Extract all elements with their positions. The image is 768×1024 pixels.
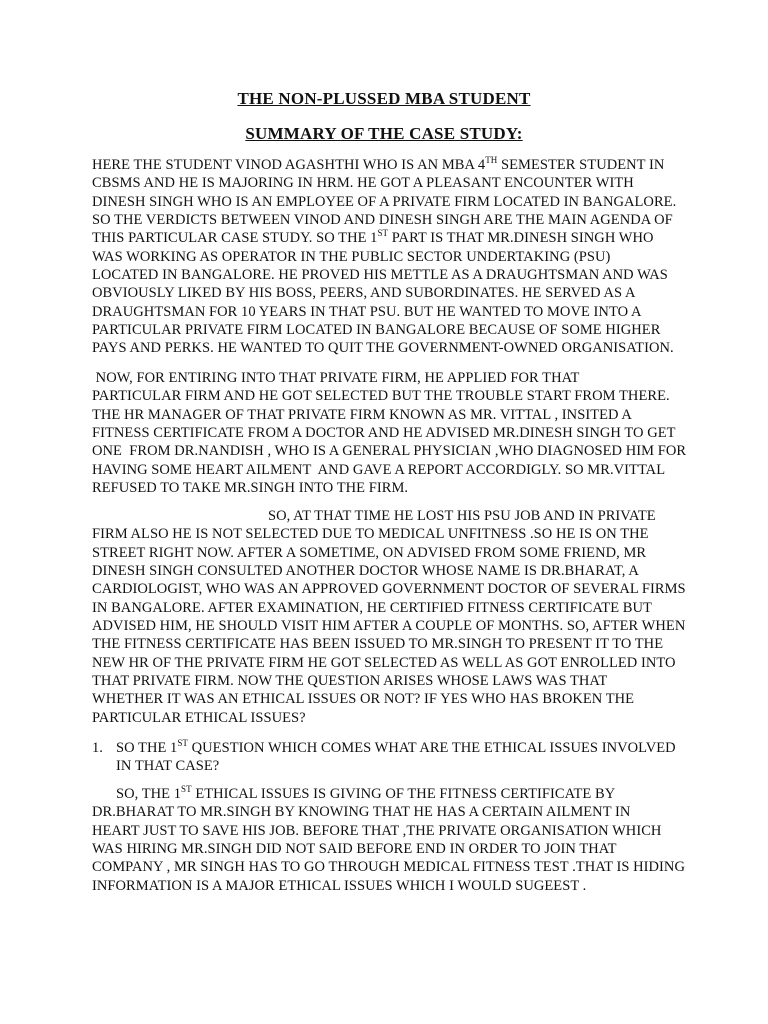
text-line: INFORMATION IS A MAJOR ETHICAL ISSUES WHICH I WOULD SUGEEST . bbox=[92, 877, 587, 894]
text-line: ADVISED HIM, HE SHOULD VISIT HIM AFTER A COUPLE OF MONTHS. SO, AFTER WHEN bbox=[92, 618, 686, 635]
text-line: DRAUGHTSMAN FOR 10 YEARS IN THAT PSU. BUT HE WANTED TO MOVE INTO A bbox=[92, 303, 642, 320]
paragraph-intro bbox=[92, 156, 682, 358]
superscript: ST bbox=[177, 738, 188, 748]
text-line: THE HR MANAGER OF THAT PRIVATE FIRM KNOWN AS MR. VITTAL , INSITED A bbox=[92, 406, 632, 423]
text-line: DINESH SINGH CONSULTED ANOTHER DOCTOR WHOSE NAME IS DR.BHARAT, A bbox=[92, 563, 639, 580]
text-run: HERE THE STUDENT VINOD AGASHTHI WHO IS AN MBA 4 bbox=[92, 157, 486, 173]
text-line: PARTICULAR ETHICAL ISSUES? bbox=[92, 709, 306, 726]
text-line: LOCATED IN BANGALORE. HE PROVED HIS METTLE AS A DRAUGHTSMAN AND WAS bbox=[92, 267, 668, 284]
text-line: SO, AT THAT TIME HE LOST HIS PSU JOB AND IN PRIVATE bbox=[268, 508, 656, 524]
list-number: 1. bbox=[92, 740, 103, 756]
text-line: DR.BHARAT TO MR.SINGH BY KNOWING THAT HE HAS A CERTAIN AILMENT IN bbox=[92, 804, 631, 821]
text-line: WAS WORKING AS OPERATOR IN THE PUBLIC SECTOR UNDERTAKING (PSU) bbox=[92, 248, 611, 265]
text-line: REFUSED TO TAKE MR.SINGH INTO THE FIRM. bbox=[92, 480, 409, 497]
text-run: PART IS THAT MR.DINESH SINGH WHO bbox=[388, 230, 654, 247]
superscript: ST bbox=[377, 228, 389, 239]
text-line: ONE FROM DR.NANDISH , WHO IS A GENERAL PHYSICIAN ,WHO DIAGNOSED HIM FOR bbox=[92, 443, 687, 460]
text-line: NEW HR OF THE PRIVATE FIRM HE GOT SELECTED AS WELL AS GOT ENROLLED INTO bbox=[92, 654, 676, 671]
text-line bbox=[92, 156, 682, 174]
text-line: SO THE VERDICTS BETWEEN VINOD AND DINESH SINGH ARE THE MAIN AGENDA OF bbox=[92, 212, 673, 229]
text-line: CARDIOLOGIST, WHO WAS AN APPROVED GOVERNMENT DOCTOR OF SEVERAL FIRMS bbox=[92, 581, 686, 598]
text-line bbox=[92, 229, 682, 247]
text-run: QUESTION WHICH COMES WHAT ARE THE ETHICAL ISSUES INVOLVED bbox=[187, 740, 676, 756]
text-line: THAT PRIVATE FIRM. NOW THE QUESTION ARISES WHOSE LAWS WAS THAT bbox=[92, 673, 608, 690]
text-line: WAS HIRING MR.SINGH DID NOT SAID BEFORE END IN ORDER TO JOIN THAT bbox=[92, 841, 617, 858]
numbered-list-item bbox=[92, 739, 682, 776]
paragraph-firm-entry bbox=[92, 369, 687, 497]
text-line: STREET RIGHT NOW. AFTER A SOMETIME, ON ADVISED FROM SOME FRIEND, MR bbox=[92, 544, 647, 561]
superscript: ST bbox=[181, 784, 192, 794]
document-subtitle: SUMMARY OF THE CASE STUDY: bbox=[245, 124, 523, 143]
text-line: HEART JUST TO SAVE HIS JOB. BEFORE THAT ,THE PRIVATE ORGANISATION WHICH bbox=[92, 822, 662, 839]
text-run: ETHICAL ISSUES IS GIVING OF THE FITNESS CERTIFICATE BY bbox=[191, 786, 616, 802]
text-line bbox=[92, 785, 682, 803]
text-line: WHETHER IT WAS AN ETHICAL ISSUES OR NOT? IF YES WHO HAS BROKEN THE bbox=[92, 691, 635, 708]
text-line: COMPANY , MR SINGH HAS TO GO THROUGH MEDICAL FITNESS TEST .THAT IS HIDING bbox=[92, 859, 685, 876]
text-run: SO, THE 1 bbox=[116, 786, 182, 802]
text-line: FIRM ALSO HE IS NOT SELECTED DUE TO MEDICAL UNFITNESS .SO HE IS ON THE bbox=[92, 526, 649, 543]
text-run: SO THE 1 bbox=[116, 740, 178, 756]
superscript: TH bbox=[485, 155, 498, 165]
text-line: THE FITNESS CERTIFICATE HAS BEEN ISSUED TO MR.SINGH TO PRESENT IT TO THE bbox=[92, 636, 664, 653]
text-run: THIS PARTICULAR CASE STUDY. SO THE 1 bbox=[92, 230, 378, 247]
text-line: DINESH SINGH WHO IS AN EMPLOYEE OF A PRIVATE FIRM LOCATED IN BANGALORE. bbox=[92, 193, 677, 210]
paragraph-lost-job bbox=[92, 507, 686, 727]
text-line bbox=[92, 739, 682, 757]
text-line: PARTICULAR PRIVATE FIRM LOCATED IN BANGALORE BECAUSE OF SOME HIGHER bbox=[92, 322, 661, 339]
text-line: HAVING SOME HEART AILMENT AND GAVE A REPORT ACCORDIGLY. SO MR.VITTAL bbox=[92, 461, 666, 478]
text-line: CBSMS AND HE IS MAJORING IN HRM. HE GOT A PLEASANT ENCOUNTER WITH bbox=[92, 175, 634, 192]
text-line: PAYS AND PERKS. HE WANTED TO QUIT THE GOVERNMENT-OWNED ORGANISATION. bbox=[92, 340, 674, 357]
paragraph-ethical-issue bbox=[92, 784, 685, 895]
text-line: PARTICULAR FIRM AND HE GOT SELECTED BUT THE TROUBLE START FROM THERE. bbox=[92, 388, 670, 405]
text-line: FITNESS CERTIFICATE FROM A DOCTOR AND HE ADVISED MR.DINESH SINGH TO GET bbox=[92, 425, 676, 442]
document-title: THE NON-PLUSSED MBA STUDENT bbox=[237, 89, 531, 108]
text-line: OBVIOUSLY LIKED BY HIS BOSS, PEERS, AND SUBORDINATES. HE SERVED AS A bbox=[92, 285, 636, 302]
text-run: SEMESTER STUDENT IN bbox=[497, 157, 665, 173]
text-line: NOW, FOR ENTIRING INTO THAT PRIVATE FIRM, HE APPLIED FOR THAT bbox=[92, 370, 580, 386]
text-line: IN THAT CASE? bbox=[116, 758, 220, 775]
text-line: IN BANGALORE. AFTER EXAMINATION, HE CERTIFIED FITNESS CERTIFICATE BUT bbox=[92, 599, 652, 616]
